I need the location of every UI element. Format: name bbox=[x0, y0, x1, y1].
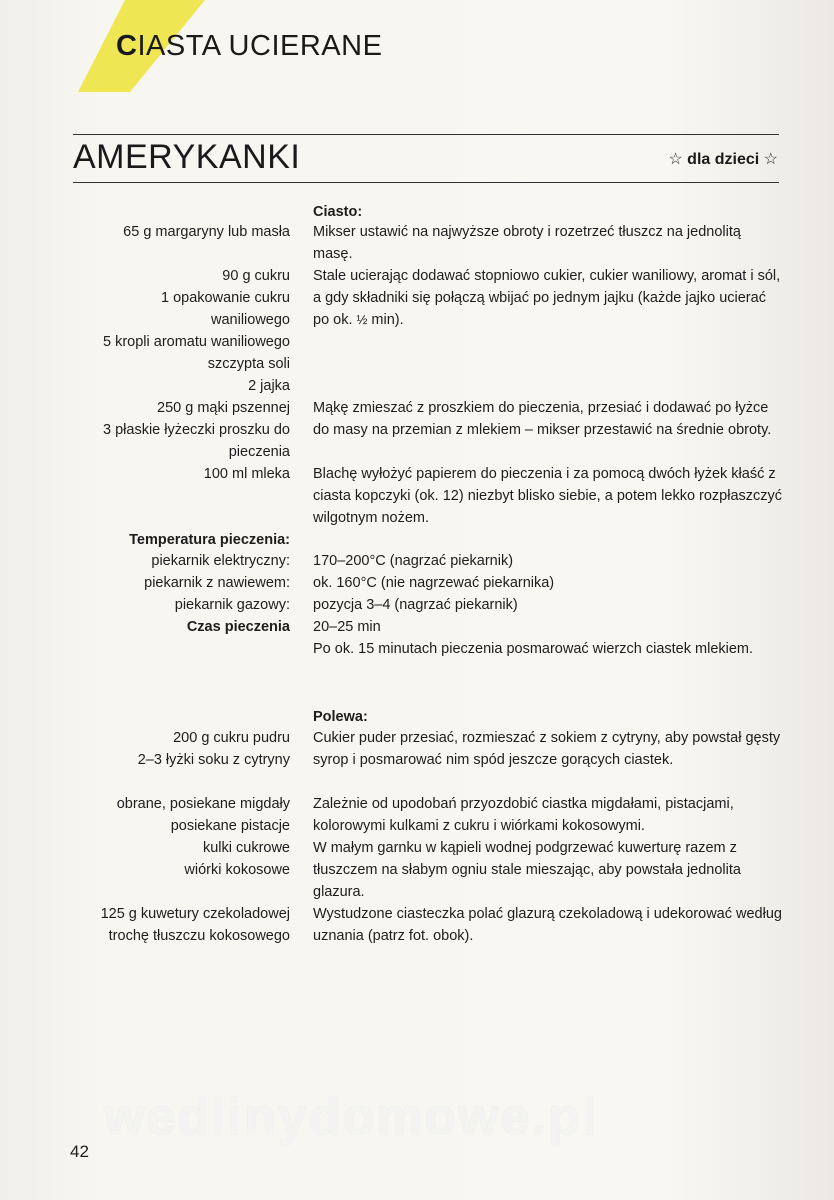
glaze-heading: Polewa: bbox=[313, 709, 368, 725]
title-rule-top bbox=[73, 134, 779, 135]
star-icon: ☆ bbox=[763, 151, 778, 168]
ingredient-line: 65 g margaryny lub masła bbox=[123, 224, 290, 240]
fraction: ½ bbox=[356, 312, 368, 327]
glaze-step-2: Zależnie od upodobań przyozdobić ciastka migdałami, pistacjami, kolorowymi kulkami z cukru i wiórkami kokosowymi. bbox=[313, 796, 734, 834]
ingredient-line: waniliowego bbox=[211, 312, 290, 328]
oven-labels bbox=[144, 550, 290, 638]
recipe-title: AMERYKANKI bbox=[73, 138, 301, 176]
ingredient-line: szczypta soli bbox=[207, 356, 290, 372]
baking-note: Po ok. 15 minutach pieczenia posmarować wierzch ciastek mlekiem. bbox=[313, 641, 754, 657]
ingredient-line: wiórki kokosowe bbox=[184, 862, 290, 878]
glaze-ingredient-group-2 bbox=[117, 793, 290, 881]
dough-step-4: Blachę wyłożyć papierem do pieczenia i za pomocą dwóch łyżek kłaść z ciasta kopczyki (ok. 12) niezbyt blisko siebie, a potem lekko rozpłaszczyć wilgotnym nożem. bbox=[313, 466, 783, 526]
fan-oven-label: piekarnik z nawiewem: bbox=[144, 575, 290, 591]
star-icon: ☆ bbox=[668, 151, 683, 168]
ingredient-line: 2 jajka bbox=[248, 378, 290, 394]
ingredient-line: 100 ml mleka bbox=[203, 466, 290, 482]
title-rule-bottom bbox=[73, 182, 779, 183]
baking-time-label: Czas pieczenia bbox=[186, 619, 290, 635]
ingredient-line: trochę tłuszczu kokosowego bbox=[108, 928, 290, 944]
temperature-heading: Temperatura pieczenia: bbox=[129, 532, 290, 548]
glaze-step-3: W małym garnku w kąpieli wodnej podgrzewać kuwerturę razem z tłuszczem na słabym ogniu stale mieszając, aby powstała jednolita glazura. bbox=[313, 840, 741, 900]
ingredient-line: 3 płaskie łyżeczki proszku do bbox=[103, 422, 290, 438]
ingredient-line: pieczenia bbox=[228, 444, 290, 460]
ingredient-line: 5 kropli aromatu waniliowego bbox=[103, 334, 290, 350]
page-number: 42 bbox=[70, 1142, 89, 1161]
audience-tag bbox=[668, 149, 778, 169]
watermark: wedlinydomowe.pl bbox=[104, 1088, 599, 1146]
step-text: min). bbox=[367, 312, 404, 328]
glaze-step-4: Wystudzone ciasteczka polać glazurą czekoladową i udekorować według uznania (patrz fot. obok). bbox=[313, 906, 782, 944]
dough-step-2 bbox=[313, 265, 783, 331]
dough-heading: Ciasto: bbox=[313, 204, 363, 220]
audience-label: dla dzieci bbox=[687, 151, 760, 168]
dough-step-1: Mikser ustawić na najwyższe obroty i rozetrzeć tłuszcz na jednolitą masę. bbox=[313, 224, 741, 262]
ingredient-line: 200 g cukru pudru bbox=[173, 730, 290, 746]
ingredient-line: 2–3 łyżki soku z cytryny bbox=[137, 752, 290, 768]
ingredient-line: 125 g kuwetury czekoladowej bbox=[100, 906, 290, 922]
section-title-initial: C bbox=[116, 30, 138, 62]
dough-ingredient-group-2 bbox=[103, 265, 290, 397]
fan-oven-value: ok. 160°C (nie nagrzewać piekarnika) bbox=[313, 575, 555, 591]
electric-oven-label: piekarnik elektryczny: bbox=[151, 553, 290, 569]
baking-time-value: 20–25 min bbox=[313, 619, 381, 635]
section-title-text: IASTA UCIERANE bbox=[137, 30, 383, 62]
glaze-ingredient-group-1 bbox=[138, 727, 290, 771]
dough-ingredient-group-1 bbox=[123, 221, 290, 243]
gas-oven-label: piekarnik gazowy: bbox=[174, 597, 290, 613]
ingredient-line: kulki cukrowe bbox=[202, 840, 290, 856]
ingredient-line: posiekane pistacje bbox=[170, 818, 290, 834]
glaze-ingredient-group-3 bbox=[101, 903, 290, 947]
ingredient-line: 1 opakowanie cukru bbox=[161, 290, 290, 306]
step-text: Stale ucierając dodawać stopniowo cukier, cukier waniliowy, aromat i sól, a gdy składniki się połączą wbijać po jednym jajku (każde jajko ucierać po ok. bbox=[313, 268, 781, 328]
ingredient-line: 90 g cukru bbox=[222, 268, 290, 284]
ingredient-line: 250 g mąki pszennej bbox=[157, 400, 290, 416]
gas-oven-value: pozycja 3–4 (nagrzać piekarnik) bbox=[313, 597, 518, 613]
glaze-step-1: Cukier puder przesiać, rozmieszać z sokiem z cytryny, aby powstał gęsty syrop i posmarować nim spód jeszcze gorących ciastek. bbox=[313, 730, 781, 768]
section-title bbox=[116, 30, 382, 63]
dough-ingredient-group-3 bbox=[103, 397, 290, 485]
ingredient-line: obrane, posiekane migdały bbox=[116, 796, 290, 812]
oven-values bbox=[313, 550, 783, 660]
electric-oven-value: 170–200°C (nagrzać piekarnik) bbox=[313, 553, 514, 569]
dough-step-3: Mąkę zmieszać z proszkiem do pieczenia, przesiać i dodawać po łyżce do masy na przemian z mlekiem – mikser przestawić na średnie obroty. bbox=[313, 400, 772, 438]
